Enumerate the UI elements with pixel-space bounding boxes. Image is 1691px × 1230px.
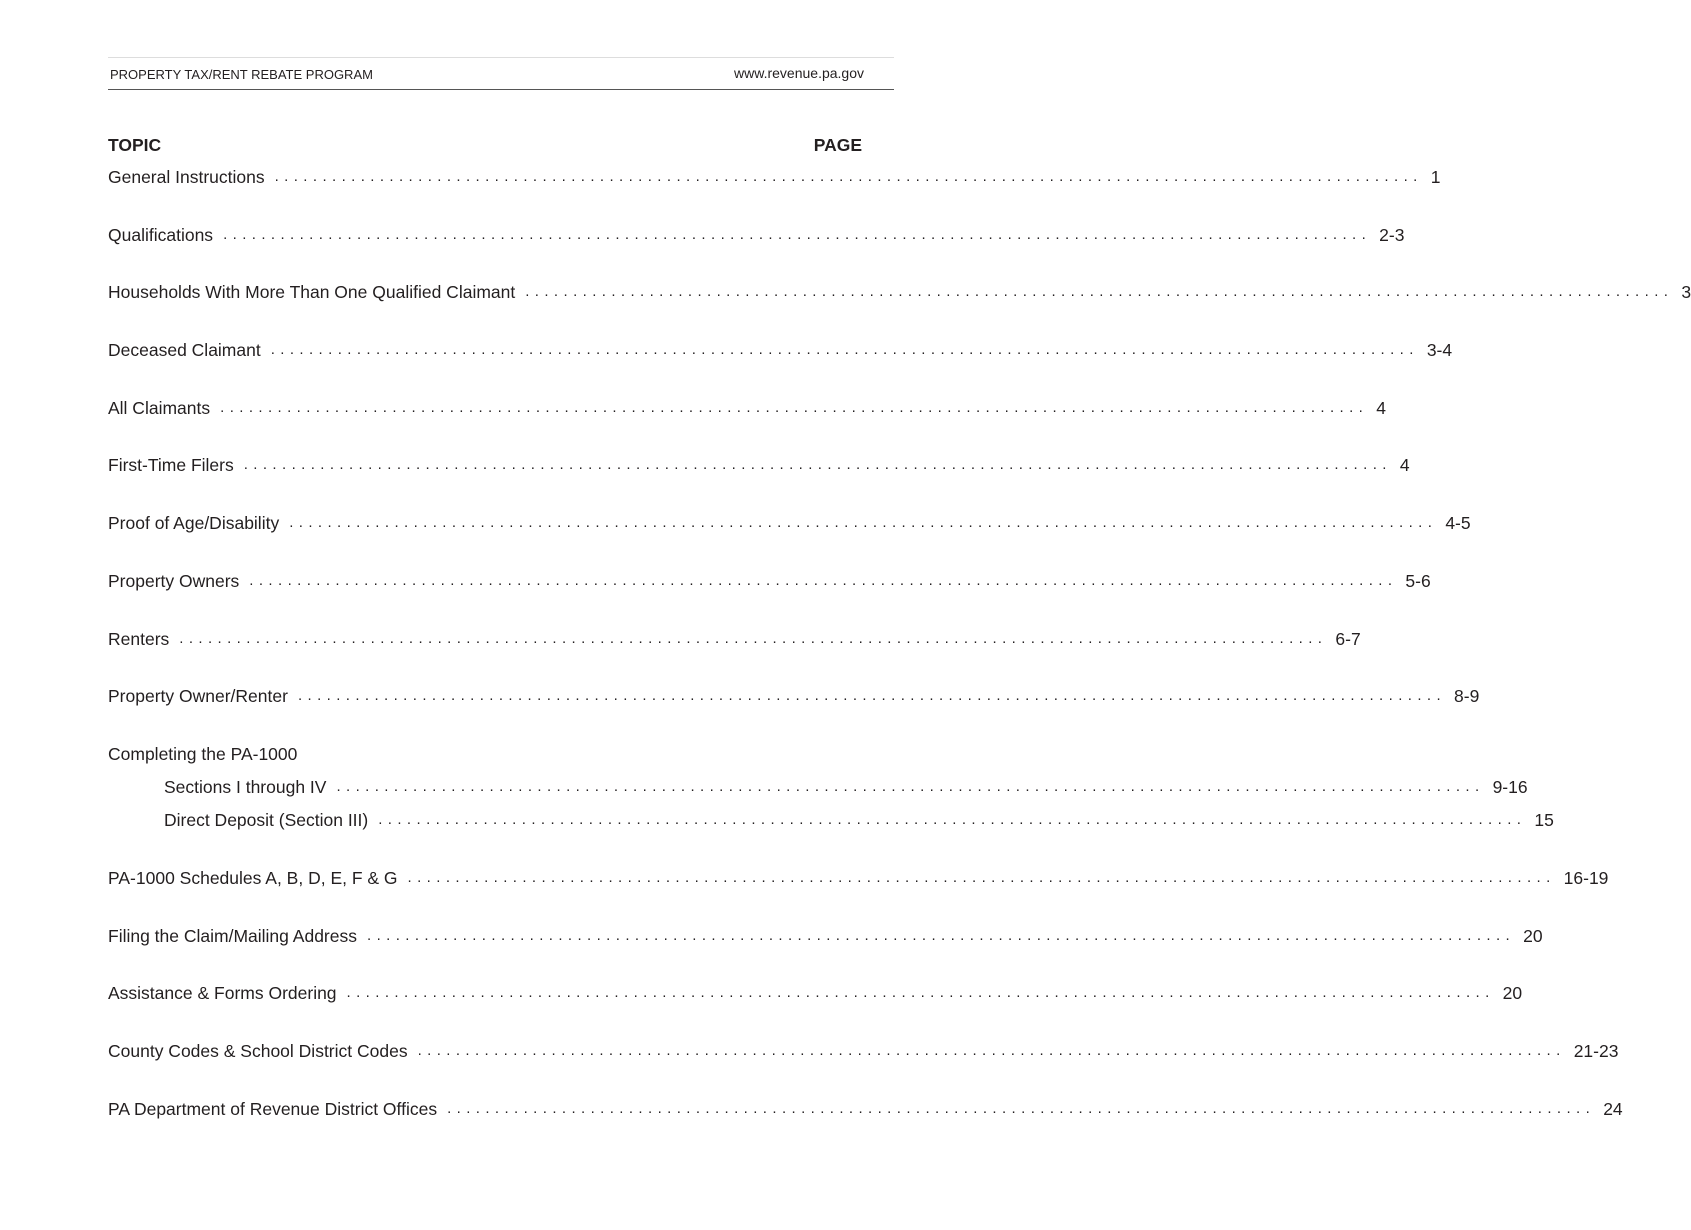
dot-leader: ........................................................................................................................ (346, 984, 1495, 1002)
toc-entry-page: 3 (1681, 282, 1691, 303)
toc-entry (108, 627, 1361, 685)
toc-entry-label: Completing the PA-1000 (108, 743, 298, 764)
toc-column-headers (108, 135, 862, 165)
toc-entry-label: Proof of Age/Disability (108, 513, 280, 534)
dot-leader: ........................................................................................................................ (243, 456, 1392, 474)
toc-entry (108, 981, 1523, 1039)
toc-entries (108, 165, 1691, 1154)
toc-entry-page: 24 (1603, 1098, 1623, 1119)
toc-entry (108, 775, 1528, 808)
toc-entry (108, 569, 1431, 627)
dot-leader: ........................................................................................................................ (447, 1099, 1596, 1117)
toc-entry-page: 4 (1376, 397, 1386, 418)
dot-leader: ........................................................................................................................ (417, 1041, 1566, 1059)
dot-leader: ........................................................................................................................ (274, 168, 1423, 185)
toc-entry-label: Property Owners (108, 570, 240, 591)
toc-entry-page: 20 (1502, 983, 1523, 1004)
dot-leader: ........................................................................................................................ (223, 225, 1372, 243)
toc-entry-label: County Codes & School District Codes (108, 1040, 408, 1061)
toc-entry (108, 1039, 1619, 1097)
toc-entry-page: 4 (1399, 455, 1410, 476)
toc-entry-label: Direct Deposit (Section III) (164, 809, 369, 830)
toc-entry (108, 223, 1405, 281)
program-title: PROPERTY TAX/RENT REBATE PROGRAM (110, 67, 373, 82)
toc-entry (108, 924, 1543, 982)
dot-leader: ........................................................................................................................ (525, 283, 1674, 301)
toc-entry-page: 20 (1523, 925, 1543, 946)
toc-entry (108, 338, 1453, 396)
toc-entry-label: PA-1000 Schedules A, B, D, E, F & G (108, 867, 398, 888)
toc-entry-label: Assistance & Forms Ordering (108, 983, 337, 1004)
toc-entry (108, 866, 1609, 924)
dot-leader: ........................................................................................................................ (270, 341, 1419, 359)
toc-entry (108, 280, 1691, 338)
toc-entry-label: Deceased Claimant (108, 340, 261, 361)
dot-leader: ........................................................................................................................ (289, 514, 1438, 532)
table-of-contents (108, 135, 1691, 1154)
dot-leader: ........................................................................................................................ (378, 810, 1527, 828)
toc-entry (108, 1097, 1623, 1155)
toc-entry-label: PA Department of Revenue District Offices (108, 1098, 438, 1119)
toc-entry-page: 2-3 (1379, 224, 1405, 245)
dot-leader: ........................................................................................................................ (336, 777, 1485, 795)
toc-entry-page: 9-16 (1492, 776, 1528, 797)
toc-entry-label: All Claimants (108, 397, 211, 418)
toc-entry-label: Qualifications (108, 224, 214, 245)
toc-entry (108, 684, 1480, 742)
dot-leader: ........................................................................................................................ (179, 629, 1328, 647)
toc-entry (108, 165, 1441, 223)
page-header (108, 64, 894, 90)
website-url: www.revenue.pa.gov (734, 65, 864, 81)
toc-entry (108, 808, 1554, 866)
dot-leader: ........................................................................................................................ (297, 687, 1447, 705)
toc-entry-label: Property Owner/Renter (108, 686, 288, 707)
toc-entry (108, 453, 1410, 511)
dot-leader: ........................................................................................................................ (367, 926, 1516, 944)
toc-entry-page: 4-5 (1445, 513, 1471, 534)
topic-header: TOPIC (108, 135, 162, 155)
toc-entry-page: 15 (1534, 809, 1554, 830)
toc-entry-label: General Instructions (108, 167, 265, 187)
toc-entry-page: 1 (1430, 167, 1441, 187)
toc-entry-page: 3-4 (1426, 340, 1453, 361)
toc-entry (108, 396, 1386, 454)
toc-entry-page: 8-9 (1454, 686, 1480, 707)
toc-entry (108, 742, 862, 775)
toc-entry-label: Renters (108, 628, 170, 649)
page-header-label: PAGE (813, 135, 862, 155)
toc-entry-page: 16-19 (1563, 867, 1609, 888)
toc-entry-label: Filing the Claim/Mailing Address (108, 925, 357, 946)
dot-leader: ........................................................................................................................ (249, 571, 1398, 589)
toc-entry-label: Sections I through IV (164, 776, 327, 797)
toc-entry (108, 511, 1471, 569)
toc-entry-label: Households With More Than One Qualified Claimant (108, 282, 516, 303)
toc-entry-page: 21-23 (1573, 1040, 1619, 1061)
toc-entry-label: First-Time Filers (108, 455, 234, 476)
top-rule (108, 57, 894, 58)
dot-leader: ........................................................................................................................ (220, 398, 1369, 416)
toc-entry-page: 6-7 (1335, 628, 1361, 649)
dot-leader: ........................................................................................................................ (407, 868, 1556, 886)
toc-entry-page: 5-6 (1405, 570, 1431, 591)
